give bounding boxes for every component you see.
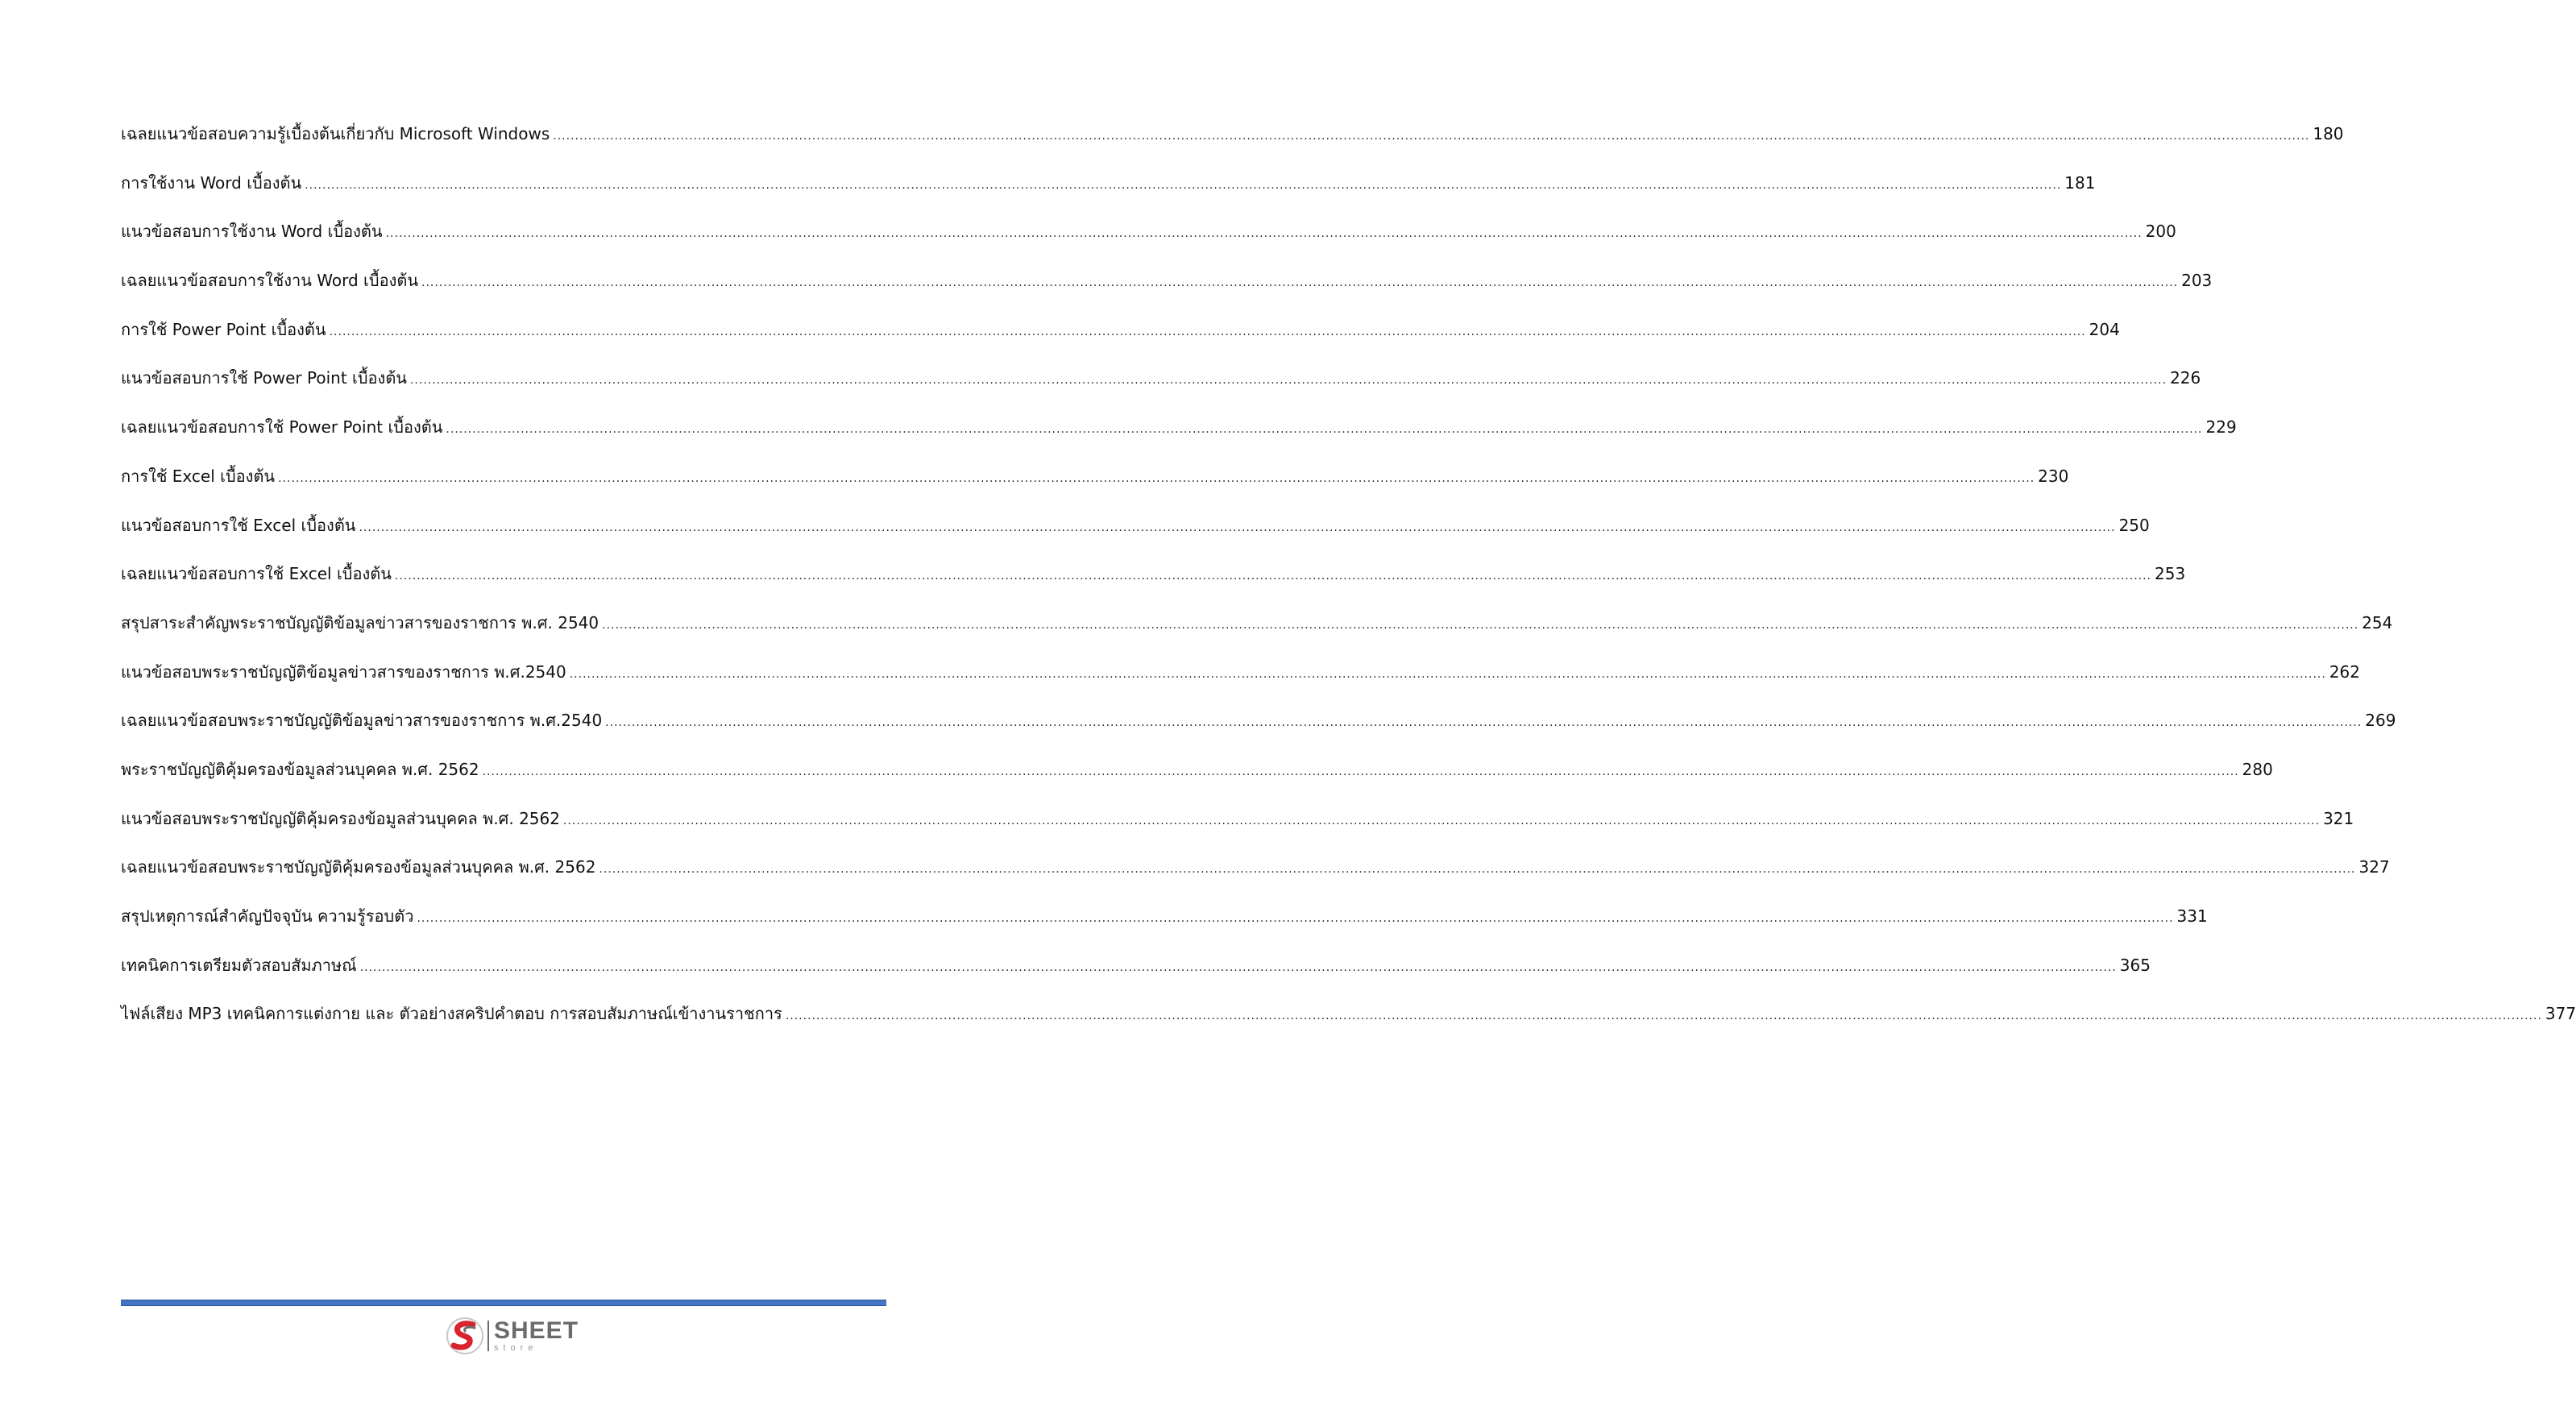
toc-entry-page: 230	[2038, 466, 2069, 486]
sheet-s-logo-icon	[446, 1317, 484, 1355]
toc-entry[interactable]	[121, 757, 2273, 806]
toc-entry-page: 250	[2118, 515, 2150, 535]
toc-entry-title: เฉลยแนวข้อสอบพระราชบัญญัติคุ้มครองข้อมูลส่วนบุคคล พ.ศ. 2562	[121, 857, 596, 877]
toc-entry[interactable]	[121, 806, 2354, 855]
logo-text	[494, 1319, 579, 1353]
logo-divider	[487, 1321, 489, 1351]
toc-entry-page: 254	[2362, 612, 2393, 632]
toc-dot-leader: ................................................................................................................................................................................................................................................................................................................................................................................................................	[562, 814, 2321, 827]
toc-entry-title: สรุปเหตุการณ์สำคัญปัจจุบัน ความรู้รอบตัว	[121, 906, 414, 926]
toc-entry-title: เทคนิคการเตรียมตัวสอบสัมภาษณ์	[121, 955, 357, 975]
toc-entry-title: เฉลยแนวข้อสอบการใช้ Excel เบื้องต้น	[121, 564, 392, 584]
toc-entry-page: 181	[2064, 172, 2096, 193]
toc-entry[interactable]	[121, 610, 2393, 659]
toc-dot-leader: ................................................................................................................................................................................................................................................................................................................................................................................................................	[359, 960, 2117, 974]
sheet-store-logo	[446, 1316, 579, 1356]
toc-entry-title: การใช้ Excel เบื้องต้น	[121, 466, 276, 486]
toc-entry[interactable]	[121, 414, 2237, 463]
toc-entry[interactable]	[121, 463, 2069, 512]
toc-entry-page: 280	[2242, 759, 2273, 779]
toc-entry[interactable]	[121, 707, 2396, 757]
toc-entry-page: 253	[2155, 564, 2186, 584]
toc-entry[interactable]	[121, 1001, 2576, 1050]
toc-entry-title: พระราชบัญญัติคุ้มครองข้อมูลส่วนบุคคล พ.ศ. 2562	[121, 759, 479, 779]
toc-dot-leader: ................................................................................................................................................................................................................................................................................................................................................................................................................	[553, 130, 2310, 143]
toc-entry[interactable]	[121, 903, 2208, 952]
toc-dot-leader: ................................................................................................................................................................................................................................................................................................................................................................................................................	[417, 912, 2174, 925]
toc-dot-leader: ................................................................................................................................................................................................................................................................................................................................................................................................................	[394, 570, 2151, 583]
toc-dot-leader: ................................................................................................................................................................................................................................................................................................................................................................................................................	[359, 520, 2116, 534]
toc-entry[interactable]	[121, 317, 2120, 366]
toc-entry-title: เฉลยแนวข้อสอบการใช้งาน Word เบื้องต้น	[121, 271, 419, 291]
toc-entry-title: แนวข้อสอบการใช้งาน Word เบื้องต้น	[121, 222, 383, 242]
toc-entry-title: การใช้ Power Point เบื้องต้น	[121, 319, 326, 339]
toc-dot-leader: ................................................................................................................................................................................................................................................................................................................................................................................................................	[785, 1010, 2542, 1023]
toc-entry-title: แนวข้อสอบการใช้ Power Point เบื้องต้น	[121, 368, 407, 388]
toc-entry[interactable]	[121, 512, 2150, 562]
toc-entry-page: 377	[2545, 1004, 2576, 1024]
toc-dot-leader: ................................................................................................................................................................................................................................................................................................................................................................................................................	[482, 765, 2239, 778]
toc-entry-title: ไฟล์เสียง MP3 เทคนิคการแต่งกาย และ ตัวอย่างสคริปคำตอบ การสอบสัมภาษณ์เข้างานราชการ	[121, 1004, 782, 1024]
toc-entry[interactable]	[121, 121, 2344, 170]
toc-entry-page: 262	[2329, 661, 2360, 682]
toc-entry-page: 321	[2323, 808, 2354, 828]
logo-subtext: store	[494, 1343, 538, 1353]
toc-entry-page: 204	[2089, 319, 2120, 339]
toc-entry[interactable]	[121, 659, 2360, 708]
toc-dot-leader: ................................................................................................................................................................................................................................................................................................................................................................................................................	[385, 227, 2143, 241]
toc-entry[interactable]	[121, 952, 2151, 1001]
toc-entry-title: สรุปสาระสำคัญพระราชบัญญัติข้อมูลข่าวสารของราชการ พ.ศ. 2540	[121, 612, 599, 632]
toc-entry[interactable]	[121, 170, 2096, 219]
toc-dot-leader: ................................................................................................................................................................................................................................................................................................................................................................................................................	[446, 423, 2203, 437]
toc-entry-title: แนวข้อสอบการใช้ Excel เบื้องต้น	[121, 515, 356, 535]
toc-entry[interactable]	[121, 561, 2186, 610]
toc-dot-leader: ................................................................................................................................................................................................................................................................................................................................................................................................................	[605, 716, 2362, 730]
toc-dot-leader: ................................................................................................................................................................................................................................................................................................................................................................................................................	[602, 618, 2359, 632]
toc-entry-page: 331	[2176, 906, 2208, 926]
toc-entry-title: เฉลยแนวข้อสอบพระราชบัญญัติข้อมูลข่าวสารของราชการ พ.ศ.2540	[121, 711, 603, 731]
toc-dot-leader: ................................................................................................................................................................................................................................................................................................................................................................................................................	[409, 374, 2167, 388]
toc-dot-leader: ................................................................................................................................................................................................................................................................................................................................................................................................................	[278, 471, 2035, 485]
toc-entry-title: เฉลยแนวข้อสอบการใช้ Power Point เบื้องต้น	[121, 417, 443, 437]
logo-word: SHEET	[494, 1317, 579, 1344]
toc-dot-leader: ................................................................................................................................................................................................................................................................................................................................................................................................................	[329, 325, 2086, 338]
toc-entry-title: แนวข้อสอบพระราชบัญญัติข้อมูลข่าวสารของราชการ พ.ศ.2540	[121, 661, 566, 682]
toc-entry[interactable]	[121, 854, 2390, 903]
toc-entry-title: การใช้งาน Word เบื้องต้น	[121, 172, 302, 193]
toc-entry-page: 226	[2170, 368, 2201, 388]
toc-dot-leader: ................................................................................................................................................................................................................................................................................................................................................................................................................	[599, 863, 2356, 877]
table-of-contents	[121, 121, 2576, 1050]
toc-entry-page: 200	[2145, 222, 2176, 242]
toc-entry-page: 269	[2365, 711, 2396, 731]
toc-entry-page: 203	[2181, 271, 2213, 291]
toc-entry[interactable]	[121, 267, 2213, 317]
toc-entry[interactable]	[121, 365, 2201, 414]
toc-entry[interactable]	[121, 218, 2176, 267]
toc-dot-leader: ................................................................................................................................................................................................................................................................................................................................................................................................................	[305, 178, 2062, 192]
toc-entry-page: 365	[2119, 955, 2151, 975]
toc-entry-page: 229	[2205, 417, 2237, 437]
toc-dot-leader: ................................................................................................................................................................................................................................................................................................................................................................................................................	[569, 667, 2326, 681]
toc-dot-leader: ................................................................................................................................................................................................................................................................................................................................................................................................................	[421, 276, 2179, 290]
toc-entry-title: เฉลยแนวข้อสอบความรู้เบื้องต้นเกี่ยวกับ Microsoft Windows	[121, 124, 550, 143]
footer-divider	[121, 1300, 886, 1306]
toc-entry-title: แนวข้อสอบพระราชบัญญัติคุ้มครองข้อมูลส่วนบุคคล พ.ศ. 2562	[121, 808, 560, 828]
toc-entry-page: 180	[2313, 124, 2344, 143]
toc-entry-page: 327	[2358, 857, 2390, 877]
